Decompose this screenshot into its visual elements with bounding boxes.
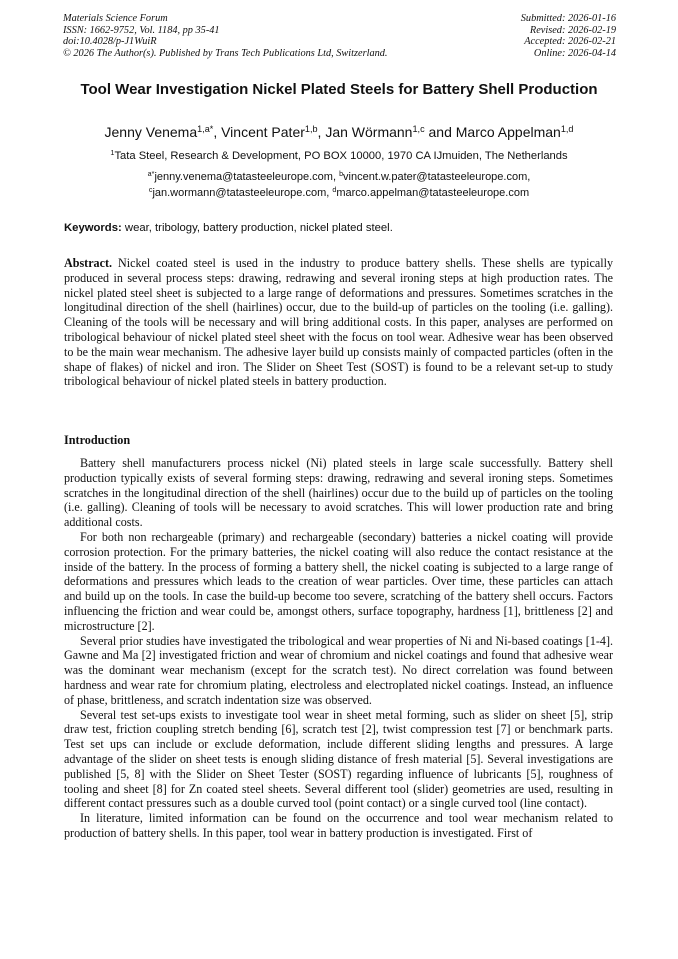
email-line: [40, 170, 638, 186]
email-marker: c: [148, 186, 153, 195]
abstract: [64, 256, 613, 389]
email-address[interactable]: jenny.venema@tatasteeleurope.com,: [154, 171, 340, 183]
keywords-text: wear, tribology, battery production, nickel plated steel.: [121, 222, 393, 234]
abstract-label: Abstract.: [64, 256, 113, 270]
affiliation-text: Tata Steel, Research & Development, PO BOX 10000, 1970 CA IJmuiden, The Netherlands: [114, 150, 568, 162]
journal-name: Materials Science Forum: [63, 13, 168, 24]
email-marker: b: [339, 170, 344, 179]
paper-title: Tool Wear Investigation Nickel Plated Steels for Battery Shell Production: [80, 81, 598, 98]
author-affiliation-marker: 1,b: [304, 124, 318, 134]
author-affiliation-marker: 1,a*: [197, 124, 214, 134]
author-separator: ,: [213, 124, 222, 140]
author-name: Jan Wörmann: [325, 124, 413, 140]
journal-header-right: [521, 13, 616, 59]
email-marker: a*: [147, 170, 155, 179]
intro-paragraph: For both non rechargeable (primary) and rechargeable (secondary) batteries a nickel coating will provide corrosion protection. For the primary batteries, the nickel coating will also reduce the contact resistance at the inside of the battery. In the process of forming a battery shell, the nickel coating is subjected to a large range of deformations and pressures which leads to the creation of wear particles. Over time, these particles can attach and build up on the tools. In case the build-up become too severe, scratching of the battery shell occurs. Factors influencing the friction and wear could be, amongst others, surface topography, hardness [1], brittleness [2] and microstructure [2].: [64, 529, 613, 633]
journal-header-left: [63, 13, 387, 59]
email-line: [40, 186, 638, 202]
author-name: Vincent Pater: [221, 124, 305, 140]
author-separator: ,: [317, 124, 326, 140]
intro-paragraph: Battery shell manufacturers process nickel (Ni) plated steels in large scale successfully. Battery shell production typically exists of several forming steps: drawing, redrawing and several ironing steps. Sometimes scratches in the longitudinal direction of the shell (hairlines) occur due to the build up of particles on the tooling (i.e. galling). Cleaning of tools will be necessary to avoid scratches. This will lower production rate and bring additional costs.: [64, 456, 613, 530]
abstract-text: Nickel coated steel is used in the industry to produce battery shells. These shells are typically produced in several process steps: drawing, redrawing and several ironing steps at high production rates. The nickel plated steel sheet is subjected to a large range of deformations and pressures. Sometimes scratches in the longitudinal direction of the shell (hairlines) occur, due to the build-up of particles on the tooling (i.e. galling). Cleaning of the tools will be necessary and will bring additional costs. In this paper, analyses are performed on tribological behaviour of nickel plated steel sheet with the focus on tool wear. Adhesive wear has been observed to be the main wear mechanism. The adhesive layer build up consists mainly of compacted particles (often in the shape of flakes) of nickel and iron. The Slider on Sheet Test (SOST) is found to be a relevant set-up to study tribological behaviour of nickel plated steels in battery production.: [64, 256, 613, 389]
submitted-date: Submitted: 2026-01-16: [520, 13, 616, 24]
affiliation-marker: 1: [110, 148, 115, 157]
doi-line: doi:10.4028/p-J1WuiR: [63, 36, 157, 48]
revised-date: Revised: 2026-02-19: [529, 24, 616, 36]
intro-paragraph: Several prior studies have investigated the tribological and wear properties of Ni and Ni-based coatings [1-4]. Gawne and Ma [2] investigated friction and wear of chromium and nickel coatings and found that adhesive wear was the dominant wear mechanism (except for the scratch test). No direct correlation was found between hardness and wear rate for chromium plating, electroless and electroplated nickel coatings. Instead, an influence of phase, brittleness, and scratch indentation size was observed.: [64, 633, 613, 707]
section-heading-introduction: Introduction: [64, 433, 131, 447]
author-list: [40, 123, 638, 143]
author-affiliation-marker: 1,d: [560, 124, 574, 134]
intro-paragraph: Several test set-ups exists to investigate tool wear in sheet metal forming, such as slider on sheet [5], strip draw test, friction coupling stretch bending [6], scratch test [2], twist compression test [7] or benchmark parts. Test set ups can include or exclude deformation, include different sliding lengths and pressures. A large advantage of the slider on sheet tests is enough sliding distance of fresh material [5]. Several investigations are published [5, 8] with the Slider on Sheet Tester (SOST) regarding influence of lubricants [5], roughness of tooling and sheet [8] for Zn coated steel sheets. Several different tool (slider) geometries are used, resulting in different contact pressures such as a double curved tool (point contact) or a single curved tool (line contact).: [64, 707, 613, 811]
email-address[interactable]: marco.appelman@tatasteeleurope.com: [336, 187, 530, 199]
author-name: Jenny Venema: [104, 124, 198, 140]
email-address[interactable]: jan.wormann@tatasteeleurope.com,: [152, 187, 333, 199]
keywords: [64, 221, 616, 235]
online-date: Online: 2026-04-14: [533, 47, 616, 59]
email-address[interactable]: vincent.w.pater@tatasteeleurope.com,: [343, 171, 531, 183]
accepted-date: Accepted: 2026-02-21: [524, 36, 616, 48]
author-name: Marco Appelman: [455, 124, 561, 140]
issn-line: ISSN: 1662-9752, Vol. 1184, pp 35-41: [63, 24, 220, 36]
author-emails: [40, 170, 638, 202]
author-separator: and: [424, 124, 456, 140]
affiliation: [40, 149, 638, 164]
author-affiliation-marker: 1,c: [412, 124, 425, 134]
introduction-body: [64, 456, 613, 841]
intro-paragraph: In literature, limited information can be found on the occurrence and tool wear mechanism related to production of battery shells. In this paper, tool wear in battery production is investigated. First of: [64, 811, 613, 840]
keywords-label: Keywords:: [64, 222, 122, 234]
copyright-line: © 2026 The Author(s). Published by Trans Tech Publications Ltd, Switzerland.: [63, 47, 388, 59]
email-marker: d: [332, 186, 337, 195]
